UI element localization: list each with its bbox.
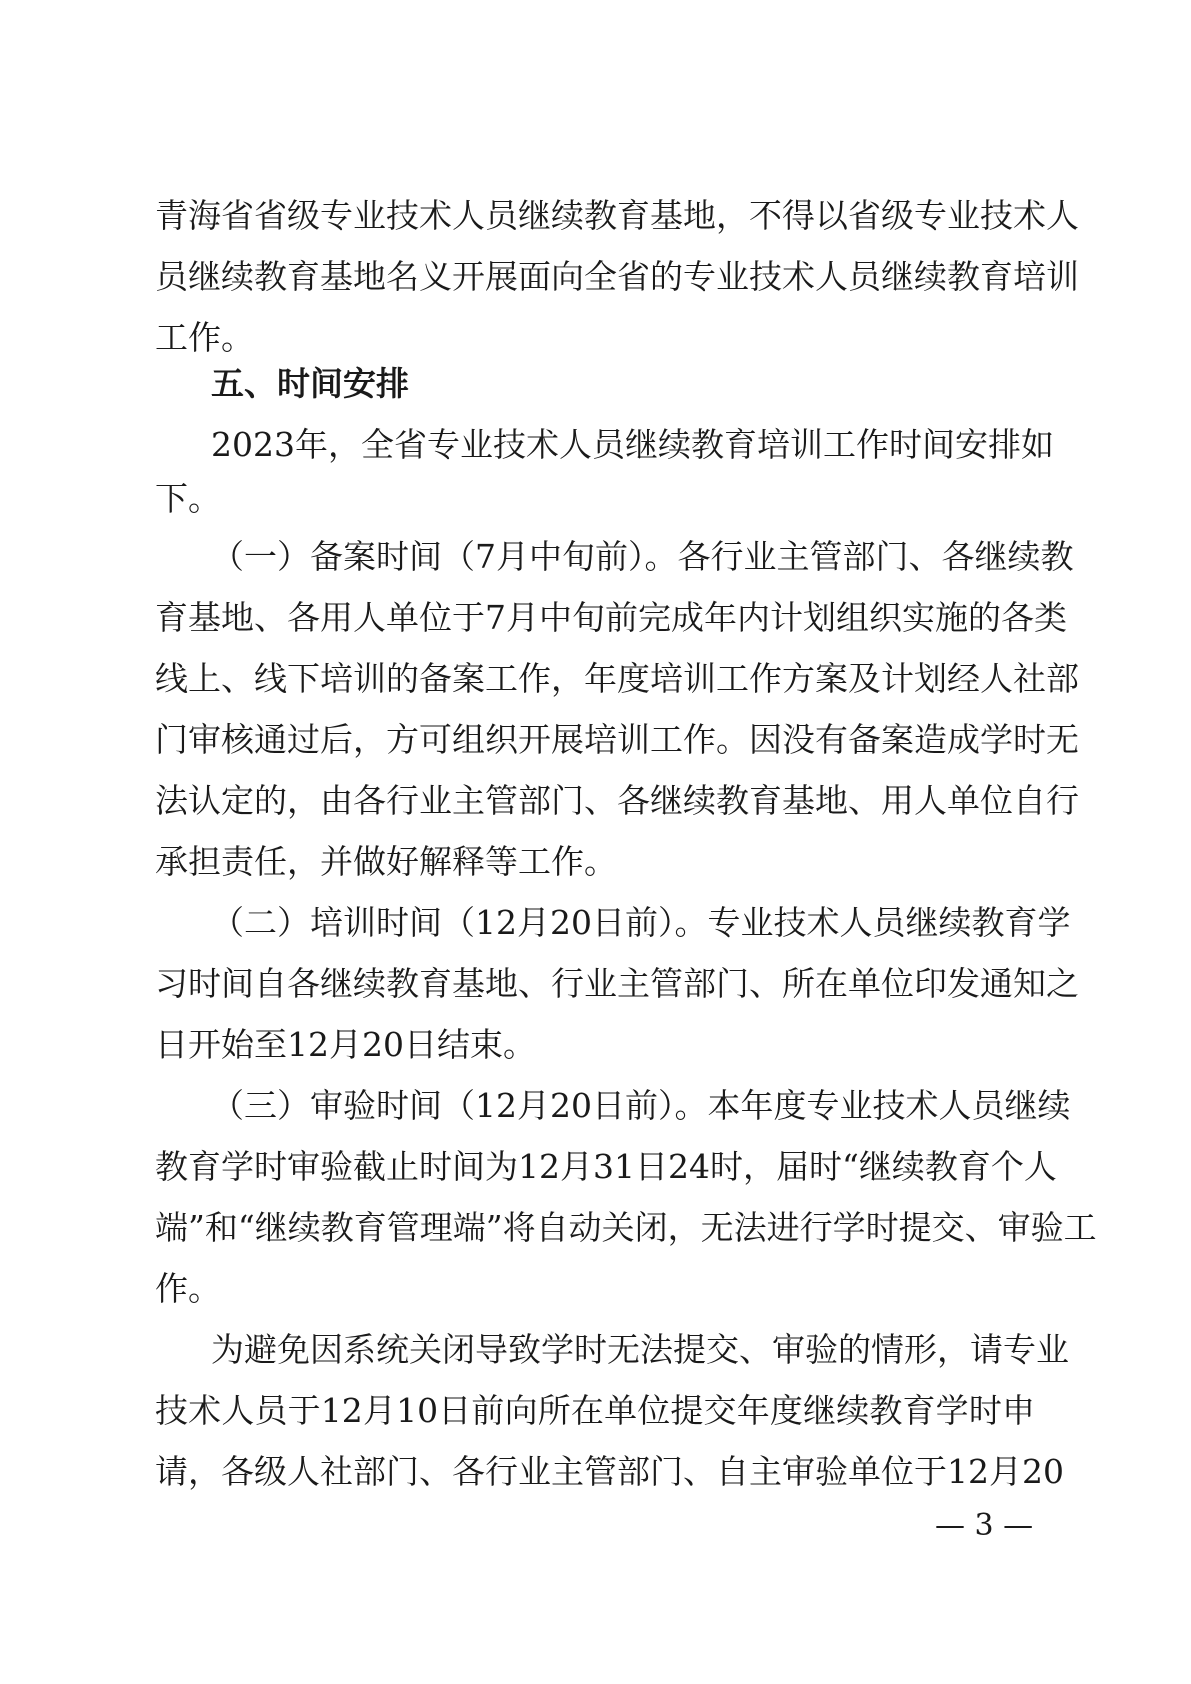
body-text-line: 日开始至12月20日结束。 [155, 1025, 536, 1064]
body-text-line: （三）审验时间（12月20日前）。本年度专业技术人员继续 [211, 1086, 1071, 1125]
body-text-line: 工作。 [155, 318, 254, 357]
body-text-line: 教育学时审验截止时间为12月31日24时，届时“继续教育个人 [155, 1147, 1057, 1186]
body-text-line: 端”和“继续教育管理端”将自动关闭，无法进行学时提交、审验工 [155, 1208, 1097, 1247]
body-text-line: 为避免因系统关闭导致学时无法提交、审验的情形，请专业 [211, 1330, 1069, 1369]
body-text-line: 承担责任，并做好解释等工作。 [155, 842, 617, 881]
body-text-line: 线上、线下培训的备案工作，年度培训工作方案及计划经人社部 [155, 659, 1079, 698]
body-text-line: （二）培训时间（12月20日前）。专业技术人员继续教育学 [211, 903, 1071, 942]
section-heading: 五、时间安排 [211, 364, 409, 403]
body-text-line: 请，各级人社部门、各行业主管部门、自主审验单位于12月20 [155, 1452, 1064, 1491]
body-text-line: 技术人员于12月10日前向所在单位提交年度继续教育学时申 [155, 1391, 1035, 1430]
body-text-line: （一）备案时间（7月中旬前）。各行业主管部门、各继续教 [211, 537, 1074, 576]
body-text-line: 习时间自各继续教育基地、行业主管部门、所在单位印发通知之 [155, 964, 1079, 1003]
body-text-line: 门审核通过后，方可组织开展培训工作。因没有备案造成学时无 [155, 720, 1079, 759]
body-text-line: 下。 [155, 479, 221, 518]
body-text-line: 青海省省级专业技术人员继续教育基地，不得以省级专业技术人 [155, 196, 1079, 235]
body-text-line: 2023年，全省专业技术人员继续教育培训工作时间安排如 [211, 425, 1054, 464]
body-text-line: 作。 [155, 1269, 221, 1308]
body-text-line: 育基地、各用人单位于7月中旬前完成年内计划组织实施的各类 [155, 598, 1067, 637]
body-text-line: 员继续教育基地名义开展面向全省的专业技术人员继续教育培训 [155, 257, 1079, 296]
body-text-line: 法认定的，由各行业主管部门、各继续教育基地、用人单位自行 [155, 781, 1079, 820]
page-number: — 3 — [935, 1508, 1034, 1543]
